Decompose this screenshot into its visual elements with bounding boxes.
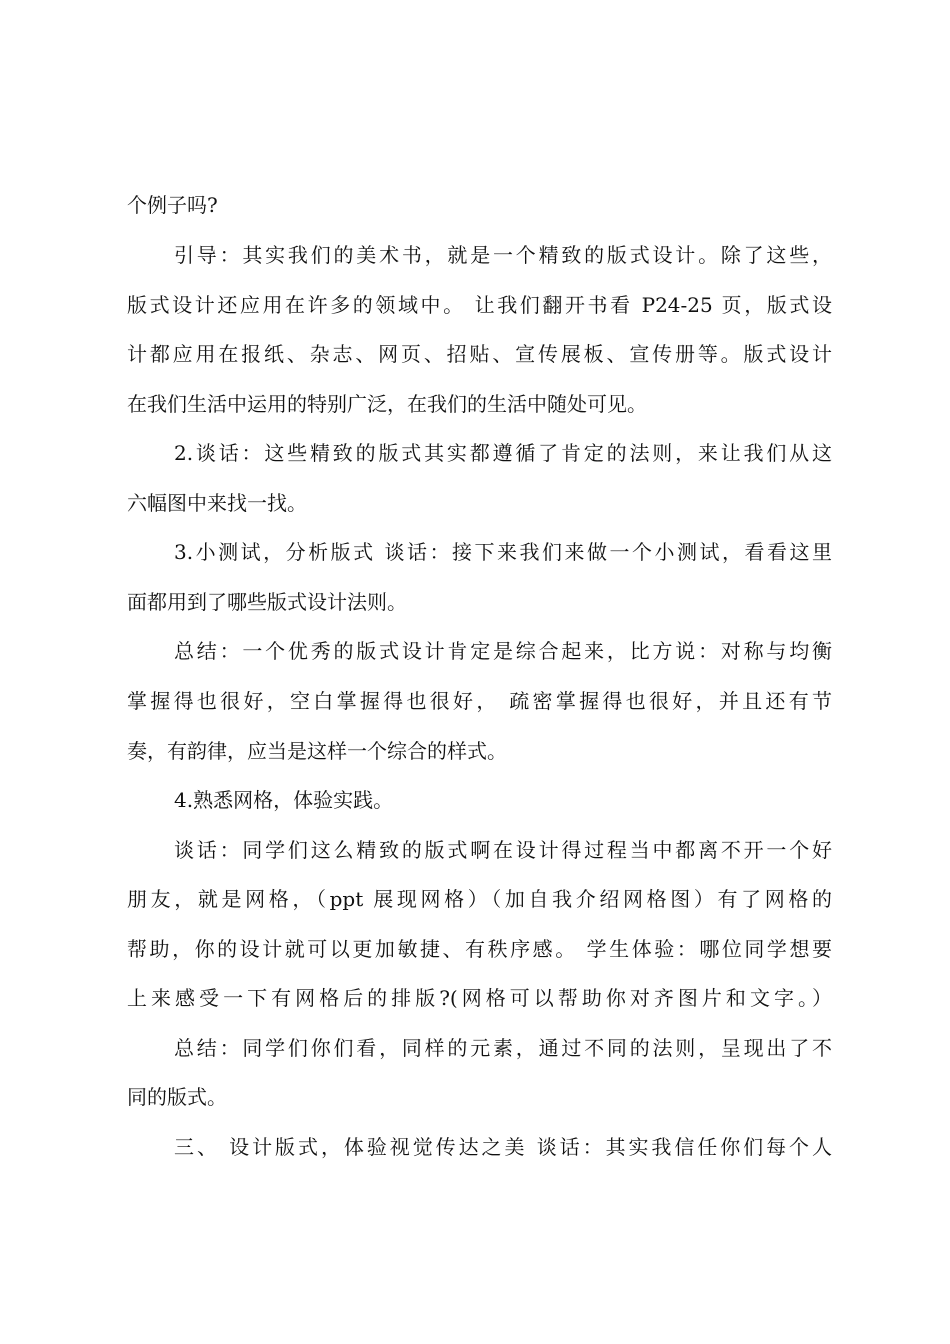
- text-line: 4.熟悉网格，体验实践。: [174, 788, 394, 812]
- text-line: 朋友，就是网格，（ppt 展现网格）（加自我介绍网格图）有了网格的: [127, 887, 832, 911]
- text-line: 个例子吗?: [127, 193, 218, 217]
- text-line: 版式设计还应用在许多的领域中。 让我们翻开书看 P24-25 页，版式设: [127, 293, 832, 317]
- text-line: 奏，有韵律，应当是这样一个综合的样式。: [127, 739, 507, 763]
- text-line: 在我们生活中运用的特别广泛，在我们的生活中随处可见。: [127, 392, 647, 416]
- text-line: 计都应用在报纸、杂志、网页、招贴、宣传展板、宣传册等。版式设计: [127, 342, 832, 366]
- text-line: 面都用到了哪些版式设计法则。: [127, 590, 407, 614]
- text-line: 六幅图中来找一找。: [127, 491, 307, 515]
- text-line: 谈话：同学们这么精致的版式啊在设计得过程当中都离不开一个好: [174, 838, 832, 862]
- text-line: 引导：其实我们的美术书，就是一个精致的版式设计。除了这些，: [174, 243, 832, 267]
- text-line: 同的版式。: [127, 1085, 227, 1109]
- text-line: 掌握得也很好，空白掌握得也很好， 疏密掌握得也很好，并且还有节: [127, 689, 832, 713]
- text-line: 3.小测试，分析版式 谈话：接下来我们来做一个小测试，看看这里: [174, 540, 832, 564]
- text-line: 三、 设计版式，体验视觉传达之美 谈话：其实我信任你们每个人: [174, 1135, 832, 1159]
- text-line: 总结：同学们你们看，同样的元素，通过不同的法则，呈现出了不: [174, 1036, 832, 1060]
- text-line: 上来感受一下有网格后的排版?(网格可以帮助你对齐图片和文字。）: [127, 986, 832, 1010]
- text-line: 2.谈话：这些精致的版式其实都遵循了肯定的法则，来让我们从这: [174, 441, 832, 465]
- text-line: 总结：一个优秀的版式设计肯定是综合起来，比方说：对称与均衡: [174, 639, 832, 663]
- text-line: 帮助，你的设计就可以更加敏捷、有秩序感。 学生体验：哪位同学想要: [127, 937, 832, 961]
